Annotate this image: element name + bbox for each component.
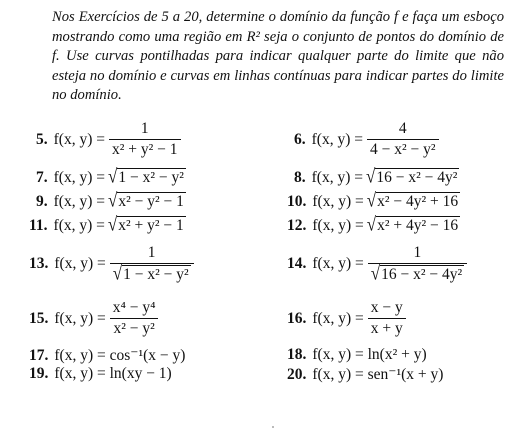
function-lhs: f(x, y) = — [312, 192, 364, 210]
exercise-5 — [36, 120, 181, 159]
exercise-20 — [287, 365, 443, 384]
square-root — [107, 165, 186, 188]
exercise-10 — [287, 189, 460, 212]
function-expression: f(x, y) = sen⁻¹(x + y) — [312, 366, 444, 383]
exercise-12 — [287, 213, 460, 236]
exercise-number: 8. — [294, 168, 306, 186]
denominator: x² + y² − 1 — [109, 139, 181, 159]
function-expression: f(x, y) = ln(x² + y) — [312, 346, 427, 363]
function-lhs: f(x, y) = — [311, 130, 363, 148]
exercise-number: 15. — [29, 309, 49, 327]
fraction — [368, 244, 467, 284]
fraction — [110, 299, 159, 338]
exercise-number: 11. — [29, 216, 48, 234]
exercise-number: 19. — [29, 365, 49, 382]
radical-sign-icon: √ — [112, 262, 123, 285]
exercise-number: 5. — [36, 130, 48, 148]
denominator: 4 − x² − y² — [367, 139, 439, 159]
function-lhs: f(x, y) = — [54, 255, 106, 272]
radicand: 16 − x² − 4y² — [381, 266, 463, 283]
exercise-number: 16. — [287, 309, 307, 327]
fraction — [110, 244, 194, 284]
denominator: x² − y² — [110, 318, 157, 338]
radical-sign-icon: √ — [370, 262, 381, 285]
radicand: x² − y² − 1 — [118, 193, 184, 210]
function-lhs: f(x, y) = — [53, 130, 105, 148]
exercise-19 — [29, 365, 172, 383]
radicand: 1 − x² − y² — [123, 266, 189, 283]
radicand: 1 − x² − y² — [118, 169, 184, 186]
exercise-number: 12. — [287, 216, 307, 234]
exercise-6 — [294, 120, 439, 159]
numerator: 4 — [398, 120, 407, 137]
function-lhs: f(x, y) = — [312, 216, 364, 234]
radical-sign-icon: √ — [365, 165, 376, 188]
scan-speck — [272, 426, 274, 428]
radical-sign-icon: √ — [366, 213, 377, 236]
exercise-number: 10. — [287, 192, 307, 210]
function-lhs: f(x, y) = — [311, 168, 363, 186]
numerator: 1 — [140, 120, 149, 137]
radical-sign-icon: √ — [107, 213, 118, 236]
function-lhs: f(x, y) = — [312, 309, 364, 327]
exercise-17 — [29, 346, 185, 365]
radical-sign-icon: √ — [107, 189, 118, 212]
fraction — [368, 299, 406, 338]
numerator: x⁴ − y⁴ — [112, 299, 156, 316]
square-root — [112, 262, 191, 285]
exercise-13 — [29, 244, 194, 284]
exercise-14 — [287, 244, 467, 284]
exercise-number: 17. — [29, 346, 49, 364]
radicand: x² + 4y² − 16 — [377, 217, 459, 234]
square-root — [107, 189, 186, 212]
exercise-7 — [36, 165, 186, 188]
numerator: x − y — [370, 299, 403, 316]
exercise-number: 7. — [36, 168, 48, 186]
exercise-number: 20. — [287, 365, 307, 383]
square-root — [107, 213, 186, 236]
fraction — [367, 120, 439, 159]
exercise-number: 18. — [287, 346, 307, 363]
denominator — [110, 263, 194, 284]
exercise-11 — [29, 213, 186, 236]
exercise-number: 9. — [36, 192, 48, 210]
square-root — [365, 165, 459, 188]
numerator: 1 — [147, 244, 156, 261]
radical-sign-icon: √ — [107, 165, 118, 188]
instructions-paragraph: Nos Exercícios de 5 a 20, determine o domínio da função f e faça um esboço mostrando como uma região em R² seja o conjunto de pontos do domínio de f. Use curvas pontilhadas para indicar qualquer parte do limite que não esteja no domínio e curvas em linhas contínuas para indicar partes do limite no domínio. — [52, 9, 504, 104]
function-lhs: f(x, y) = — [53, 168, 105, 186]
square-root — [370, 262, 464, 285]
function-lhs: f(x, y) = — [312, 255, 364, 272]
exercise-9 — [36, 189, 186, 212]
radical-sign-icon: √ — [366, 189, 377, 212]
radicand: 16 − x² − 4y² — [376, 169, 458, 186]
denominator — [368, 263, 467, 284]
exercise-15 — [29, 299, 159, 338]
square-root — [366, 189, 460, 212]
function-lhs: f(x, y) = — [54, 309, 106, 327]
function-lhs: f(x, y) = — [53, 216, 105, 234]
function-lhs: f(x, y) = — [53, 192, 105, 210]
numerator: 1 — [413, 244, 422, 261]
exercise-16 — [287, 299, 406, 338]
exercise-8 — [294, 165, 459, 188]
exercise-18 — [287, 346, 427, 364]
exercise-number: 13. — [29, 255, 49, 272]
radicand: x² − 4y² + 16 — [377, 193, 459, 210]
function-expression: f(x, y) = cos⁻¹(x − y) — [54, 347, 186, 364]
exercise-number: 14. — [287, 255, 307, 272]
radicand: x² + y² − 1 — [118, 217, 184, 234]
square-root — [366, 213, 460, 236]
denominator: x + y — [368, 318, 406, 338]
exercise-number: 6. — [294, 130, 306, 148]
function-expression: f(x, y) = ln(xy − 1) — [54, 365, 172, 382]
fraction — [109, 120, 181, 159]
